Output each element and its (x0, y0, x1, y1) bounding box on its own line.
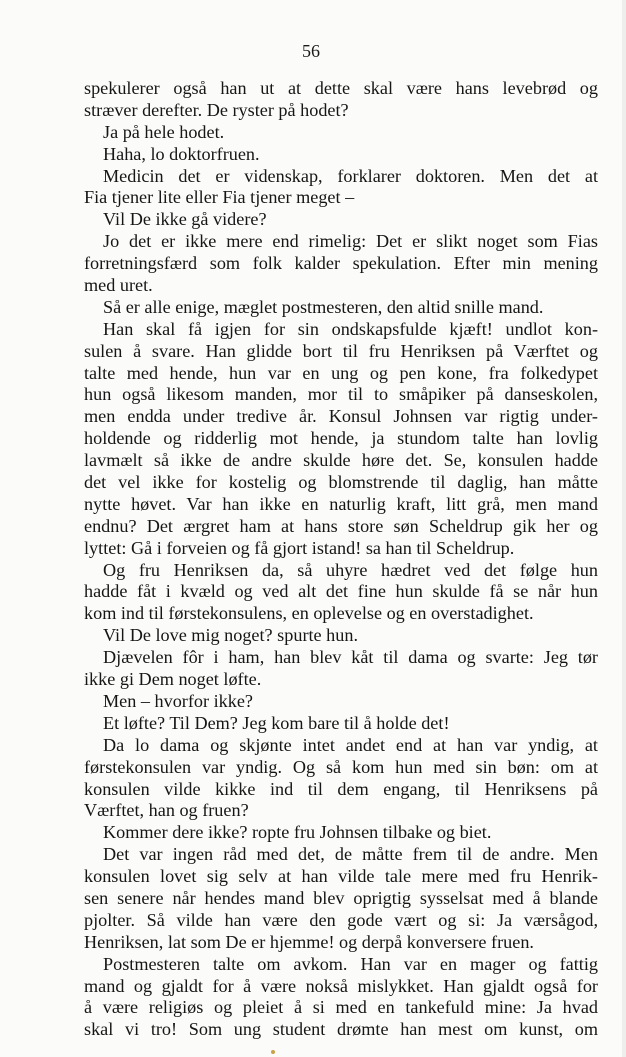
text-line: sen senere når hendes mand blev oprigtig sysselsat med å blande (84, 887, 598, 908)
text-line: kom ind til førstekonsulens, en oplevelse og en overstadighet. (84, 603, 534, 624)
text-line: Vil De ikke gå videre? (103, 209, 267, 230)
text-line: konsulen vilde kikke ind til dem engang, til Henriksens på (84, 778, 598, 799)
text-line: mand og gjaldt for å være nokså mislykket. Han gjaldt også for (84, 975, 598, 996)
text-line: talte med hende, hun var en ung og pen kone, fra folkedypet (84, 362, 598, 383)
text-line: lavmælt så ikke de andre skulde høre det. Se, konsulen hadde (84, 450, 598, 471)
printing-speck (271, 1050, 275, 1054)
text-line: ikke gi Dem noget løfte. (84, 669, 262, 690)
text-line: endnu? Det ærgret ham at hans store søn Scheldrup gik her og (84, 515, 598, 536)
text-line: konsulen lovet sig selv at han vilde tale mere med fru Henrik- (84, 866, 598, 887)
body-text (84, 78, 598, 1041)
text-line: stræver derefter. De ryster på hodet? (84, 99, 349, 120)
text-line: med uret. (84, 275, 153, 296)
page-number: 56 (302, 41, 320, 61)
text-line: spekulerer også han ut at dette skal være hans levebrød og (84, 78, 598, 98)
text-line: nytte høvet. Var han ikke en naturlig kraft, litt grå, men mand (84, 493, 598, 514)
text-line: Djævelen fôr i ham, han blev kåt til dama og svarte: Jeg tør (103, 647, 598, 668)
text-line: Det var ingen råd med det, de måtte frem til de andre. Men (103, 844, 598, 865)
text-line: førstekonsulen var yndig. Og så kom hun med sin bøn: om at (84, 756, 598, 777)
text-line: Vil De love mig noget? spurte hun. (103, 625, 358, 646)
text-line: å være religiøs og pleiet å si med en tankefuld mine: Ja hvad (84, 997, 598, 1018)
text-line: holdende og ridderlig mot hende, ja stundom talte han lovlig (84, 428, 598, 449)
text-line: Et løfte? Til Dem? Jeg kom bare til å holde det! (103, 712, 450, 733)
text-line: Fia tjener lite eller Fia tjener meget – (84, 187, 355, 208)
text-line: Så er alle enige, mæglet postmesteren, den altid snille mand. (103, 296, 544, 317)
text-line: Og fru Henriksen da, så uhyre hædret ved det følge hun (103, 559, 598, 580)
text-line: hun også likesom manden, mor til to småpiker på danseskolen, (84, 384, 598, 405)
text-line: Han skal få igjen for sin ondskapsfulde kjæft! undlot kon- (103, 318, 598, 339)
text-line: Haha, lo doktorfruen. (103, 143, 260, 164)
text-line: Jo det er ikke mere end rimelig: Det er slikt noget som Fias (103, 231, 598, 252)
text-line: men endda under tredive år. Konsul Johnsen var rigtig under- (84, 406, 598, 427)
text-line: Men – hvorfor ikke? (103, 690, 254, 711)
text-line: Ja på hele hodet. (103, 121, 225, 142)
text-line: hadde fåt i kvæld og ved alt det fine hun skulde få se når hun (84, 581, 598, 602)
text-line: Kommer dere ikke? ropte fru Johnsen tilbake og biet. (103, 822, 492, 843)
text-line: Medicin det er videnskap, forklarer doktoren. Men det at (103, 165, 598, 186)
text-line: Postmesteren talte om avkom. Han var en mager og fattig (103, 953, 598, 974)
text-line: sulen å svare. Han glidde bort til fru Henriksen på Værftet og (84, 340, 598, 361)
text-line: pjolter. Så vilde han være den gode vært og si: Ja værsågod, (84, 909, 598, 930)
text-line: skal vi tro! Som ung student drømte han mest om kunst, om (84, 1019, 598, 1040)
text-line: forretningsfærd som folk kalder spekulation. Efter min mening (84, 253, 598, 274)
text-line: lyttet: Gå i forveien og få gjort istand! sa han til Scheldrup. (84, 537, 515, 558)
text-line: det vel ikke for kostelig og blomstrende til daglig, han måtte (84, 472, 598, 493)
text-line: Da lo dama og skjønte intet andet end at han var yndig, at (103, 734, 598, 755)
text-line: Værftet, han og fruen? (84, 800, 249, 821)
text-line: Henriksen, lat som De er hjemme! og derpå konversere fruen. (84, 931, 534, 952)
